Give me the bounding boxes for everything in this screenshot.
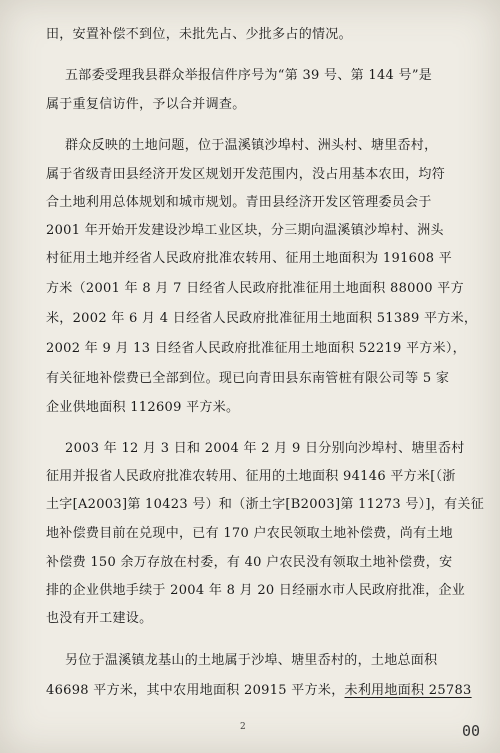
text-line: 属于重复信访件，予以合并调查。	[46, 97, 246, 112]
text-line: 群众反映的土地问题，位于温溪镇沙埠村、洲头村、塘里岙村，	[65, 138, 438, 153]
text-line: 米，2002 年 6 月 4 日经省人民政府批准征用土地面积 51389 平方米，	[46, 311, 478, 326]
text-line: 2003 年 12 月 3 日和 2004 年 2 月 9 日分别向沙埠村、塘里岙村	[65, 441, 465, 456]
text-line: 企业供地面积 112609 平方米。	[46, 400, 240, 415]
text-line: 合土地利用总体规划和城市规划。青田县经济开发区管理委员会于	[46, 195, 432, 210]
text-line: 也没有开工建设。	[46, 611, 153, 626]
underlined-text: 未利用地面积 25783	[344, 683, 472, 698]
text-line: 2002 年 9 月 13 日经省人民政府批准征用土地面积 52219 平方米），	[46, 341, 466, 356]
text-segment: 46698 平方米，其中农用地面积 20915 平方米，	[46, 683, 345, 698]
text-line: 排的企业供地手续于 2004 年 8 月 20 日经丽水市人民政府批准，企业	[46, 583, 466, 598]
text-line: 征用并报省人民政府批准农转用、征用的土地面积 94146 平方米[（浙	[46, 469, 456, 484]
text-line: 有关征地补偿费已全部到位。现已向青田县东南管桩有限公司等 5 家	[46, 371, 450, 386]
text-line: 另位于温溪镇龙基山的土地属于沙埠、塘里岙村的，土地总面积	[65, 653, 438, 668]
corner-mark: 00	[462, 722, 481, 740]
text-line: 方米（2001 年 8 月 7 日经省人民政府批准征用土地面积 88000 平方	[46, 281, 464, 296]
text-line	[46, 684, 472, 697]
text-line: 补偿费 150 余万存放在村委，有 40 户农民没有领取土地补偿费，安	[46, 555, 453, 570]
text-line: 地补偿费目前在兑现中，已有 170 户农民领取土地补偿费，尚有土地	[46, 526, 453, 541]
text-line: 五部委受理我县群众举报信件序号为“第 39 号、第 144 号”是	[65, 68, 433, 83]
text-line: 属于省级青田县经济开发区规划开发范围内，没占用基本农田，均符	[46, 167, 446, 182]
text-line: 2001 年开始开发建设沙埠工业区块，分三期向温溪镇沙埠村、洲头	[46, 223, 444, 238]
text-line: 村征用土地并经省人民政府批准农转用、征用土地面积为 191608 平	[46, 251, 453, 266]
text-line: 土字[A2003]第 10423 号）和（浙土字[B2003]第 11273 号）]，有关征	[46, 497, 485, 512]
page-number: 2	[240, 722, 246, 732]
text-line: 田，安置补偿不到位，未批先占、少批多占的情况。	[46, 27, 352, 42]
